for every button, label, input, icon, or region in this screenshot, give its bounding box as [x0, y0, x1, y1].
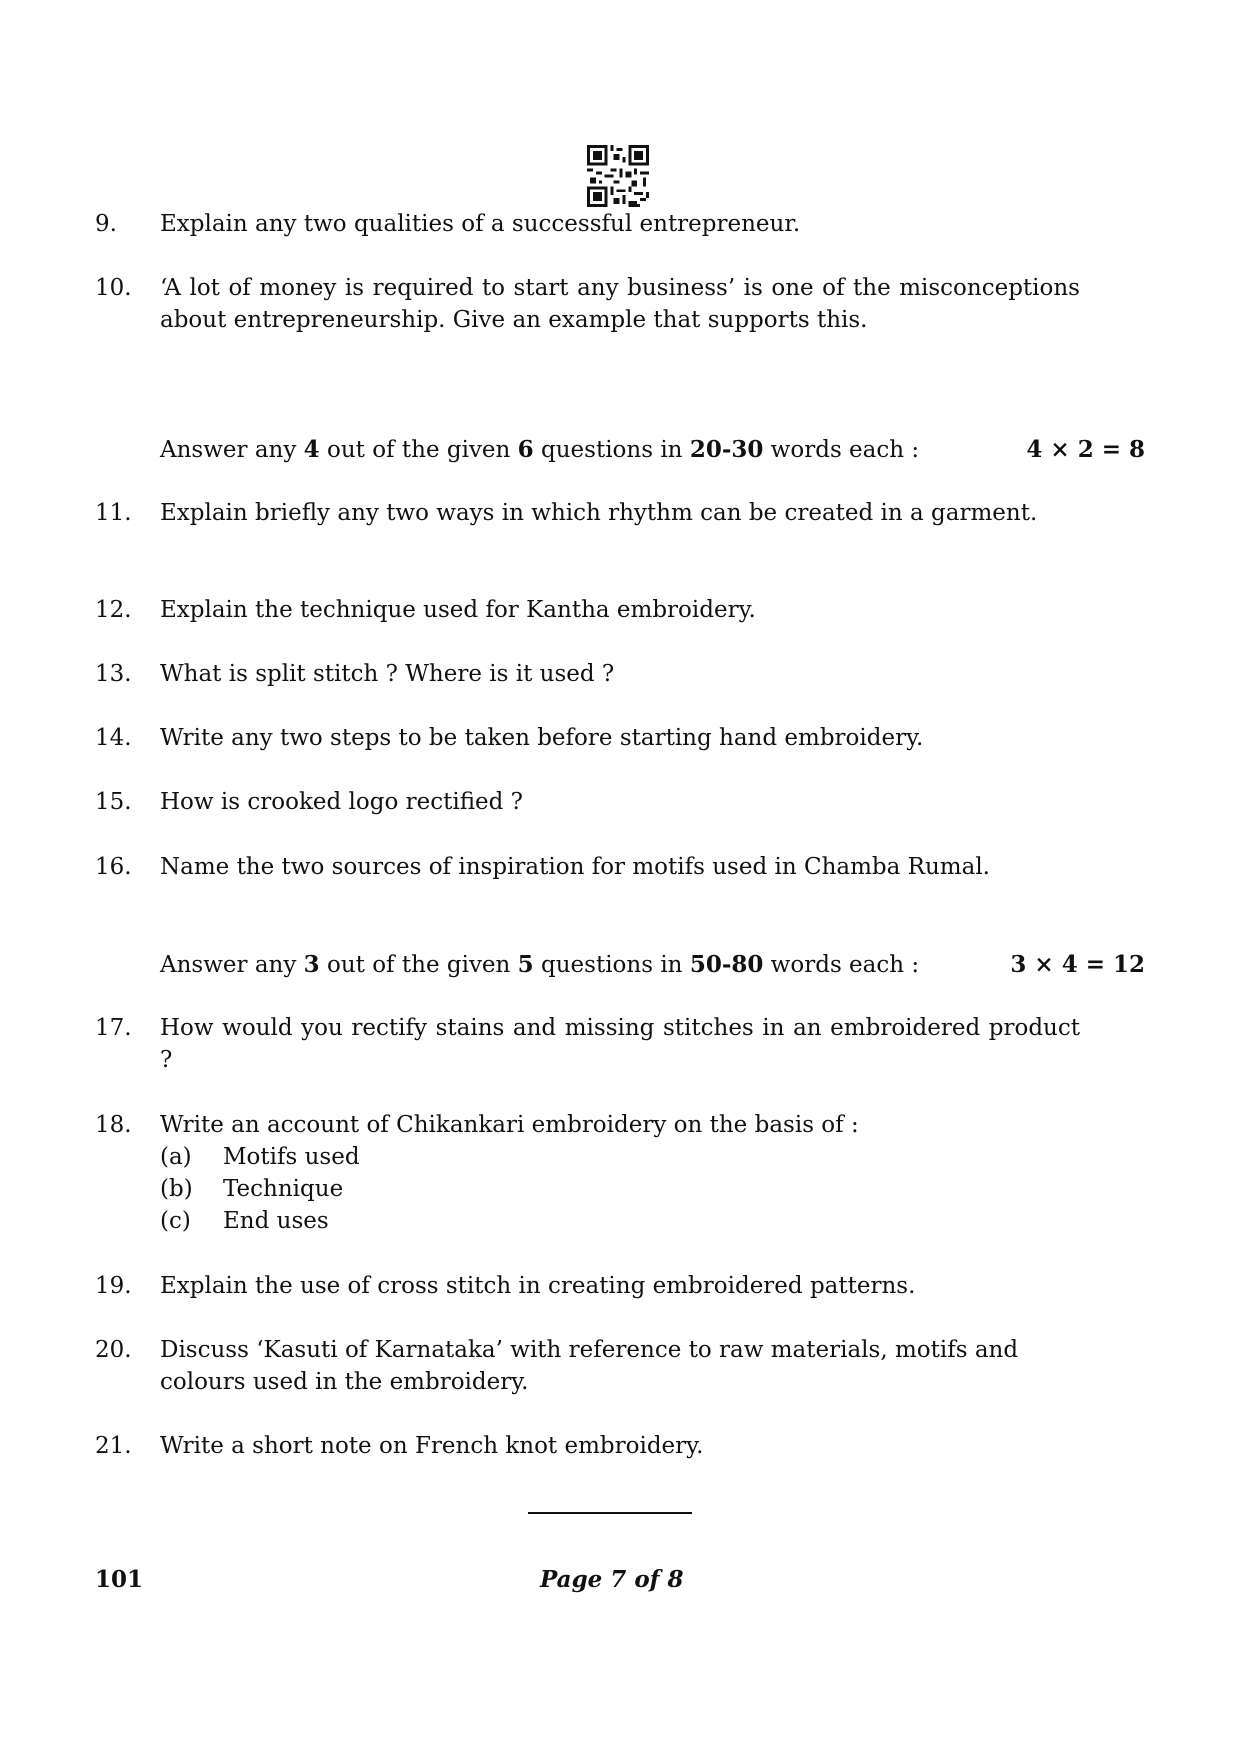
question-text: Explain the technique used for Kantha embroidery.	[160, 597, 756, 623]
page-number: Page 7 of 8	[540, 1566, 684, 1593]
question-number: 15.	[95, 789, 132, 815]
question-number: 14.	[95, 725, 132, 751]
question-number: 19.	[95, 1273, 132, 1299]
question-number: 9.	[95, 211, 117, 237]
question-number: 20.	[95, 1337, 132, 1363]
question-text: Write an account of Chikankari embroidery on the basis of :	[160, 1112, 859, 1138]
question-number: 21.	[95, 1433, 132, 1459]
question-text: Discuss ‘Kasuti of Karnataka’ with reference to raw materials, motifs and colours used in the embroidery.	[160, 1337, 1019, 1395]
question-number: 11.	[95, 500, 132, 526]
qr-code	[587, 145, 649, 207]
sub-question-text: End uses	[223, 1208, 329, 1234]
sub-question-b	[160, 1173, 343, 1205]
question-number: 10.	[95, 275, 132, 301]
question-text: Explain any two qualities of a successful entrepreneur.	[160, 211, 801, 237]
sub-question-a	[160, 1141, 360, 1173]
instruction-text: Answer any 3 out of the given 5 questions in 50-80 words each :	[160, 951, 920, 978]
question-text: Name the two sources of inspiration for motifs used in Chamba Rumal.	[160, 854, 990, 880]
question-text: Explain briefly any two ways in which rhythm can be created in a garment.	[160, 500, 1038, 526]
section-instruction	[160, 434, 1145, 466]
end-rule	[528, 1512, 692, 1514]
question-text: What is split stitch ? Where is it used ?	[160, 661, 615, 687]
section-marks: 4 × 2 = 8	[1026, 436, 1145, 463]
question-number: 12.	[95, 597, 132, 623]
sub-question-label: (b)	[160, 1176, 193, 1202]
instruction-text: Answer any 4 out of the given 6 questions in 20-30 words each :	[160, 436, 920, 463]
question-number: 13.	[95, 661, 132, 687]
section-marks: 3 × 4 = 12	[1010, 951, 1145, 978]
question-text: Write any two steps to be taken before starting hand embroidery.	[160, 725, 924, 751]
question-text: How would you rectify stains and missing stitches in an embroidered product ?	[160, 1015, 1080, 1073]
question-number: 18.	[95, 1112, 132, 1138]
sub-question-label: (c)	[160, 1208, 191, 1234]
question-text: How is crooked logo rectified ?	[160, 789, 524, 815]
question-number: 17.	[95, 1015, 132, 1041]
question-text: ‘A lot of money is required to start any business’ is one of the misconceptions about entrepreneurship. Give an example that supports this.	[160, 275, 1080, 333]
question-text: Explain the use of cross stitch in creating embroidered patterns.	[160, 1273, 916, 1299]
paper-code: 101	[95, 1566, 144, 1593]
sub-question-label: (a)	[160, 1144, 192, 1170]
question-text: Write a short note on French knot embroidery.	[160, 1433, 704, 1459]
sub-question-c	[160, 1205, 329, 1237]
sub-question-text: Motifs used	[223, 1144, 360, 1170]
question-number: 16.	[95, 854, 132, 880]
sub-question-text: Technique	[223, 1176, 344, 1202]
section-instruction	[160, 949, 1145, 981]
